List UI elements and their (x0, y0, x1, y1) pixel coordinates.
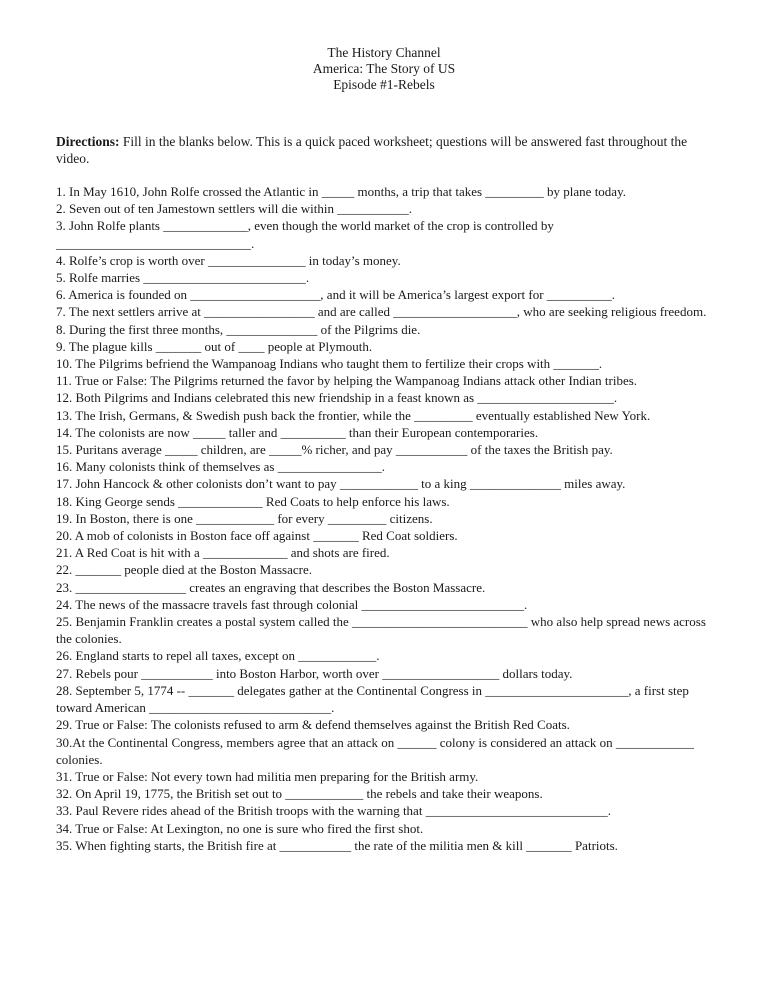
question-11: 11. True or False: The Pilgrims returned the favor by helping the Wampanoag Indians attack other Indian tribes. (56, 373, 638, 389)
question-24: 24. The news of the massacre travels fast through colonial _________________________. (56, 596, 528, 612)
question-25: 25. Benjamin Franklin creates a postal system called the ___________________________ who also help spread news across the colonies. (56, 614, 706, 647)
question-31: 31. True or False: Not every town had militia men preparing for the British army. (56, 768, 479, 784)
question-9: 9. The plague kills _______ out of ____ people at Plymouth. (56, 338, 373, 354)
question-3: 3. John Rolfe plants _____________, even though the world market of the crop is controlled by ______________________________. (56, 218, 554, 251)
question-28: 28. September 5, 1774 -- _______ delegates gather at the Continental Congress in ______________________, a first step toward American ____________________________. (56, 682, 689, 716)
question-23: 23. _________________ creates an engraving that describes the Boston Massacre. (56, 579, 486, 595)
question-22: 22. _______ people died at the Boston Massacre. (56, 562, 312, 578)
question-35: 35. When fighting starts, the British fire at ___________ the rate of the militia men & kill _______ Patriots. (56, 837, 618, 853)
question-8: 8. During the first three months, ______________ of the Pilgrims die. (56, 321, 421, 337)
question-5: 5. Rolfe marries _________________________. (56, 270, 310, 286)
question-15: 15. Puritans average _____ children, are _____% richer, and pay ___________ of the taxes the British pay. (56, 442, 613, 458)
question-29: 29. True or False: The colonists refused to arm & defend themselves against the British Red Coats. (56, 717, 570, 733)
question-6: 6. America is founded on ____________________, and it will be America’s largest export for __________. (56, 287, 616, 303)
question-30: 30.At the Continental Congress, members agree that an attack on ______ colony is considered an attack on ____________ colonies. (56, 734, 694, 767)
question-19: 19. In Boston, there is one ____________ for every _________ citizens. (56, 510, 433, 526)
question-32: 32. On April 19, 1775, the British set out to ____________ the rebels and take their weapons. (56, 786, 543, 802)
question-34: 34. True or False: At Lexington, no one is sure who fired the first shot. (56, 820, 424, 836)
question-27: 27. Rebels pour ___________ into Boston Harbor, worth over __________________ dollars today. (56, 665, 573, 681)
question-2: 2. Seven out of ten Jamestown settlers will die within ___________. (56, 201, 413, 217)
header-episode: Episode #1-Rebels (333, 77, 435, 92)
question-20: 20. A mob of colonists in Boston face off against _______ Red Coat soldiers. (56, 528, 458, 544)
question-7: 7. The next settlers arrive at _________________ and are called ___________________, who are seeking religious freedom. (56, 304, 707, 320)
question-26: 26. England starts to repel all taxes, except on ____________. (56, 648, 380, 664)
header-channel: The History Channel (327, 45, 441, 60)
question-14: 14. The colonists are now _____ taller and __________ than their European contemporaries. (56, 424, 539, 440)
header-series: America: The Story of US (312, 61, 456, 76)
question-10: 10. The Pilgrims befriend the Wampanoag Indians who taught them to fertilize their crops with _______. (56, 356, 603, 372)
question-21: 21. A Red Coat is hit with a _____________ and shots are fired. (56, 545, 390, 561)
question-4: 4. Rolfe’s crop is worth over _______________ in today’s money. (56, 252, 401, 268)
question-13: 13. The Irish, Germans, & Swedish push back the frontier, while the _________ eventually established New York. (56, 407, 651, 423)
directions-text: Fill in the blanks below. This is a quick paced worksheet; questions will be answered fast throughout the video. (56, 134, 688, 166)
directions (56, 133, 716, 167)
question-17: 17. John Hancock & other colonists don’t want to pay ____________ to a king ______________ miles away. (56, 476, 626, 492)
question-list (56, 183, 716, 854)
directions-label: Directions: (56, 134, 120, 149)
question-1: 1. In May 1610, John Rolfe crossed the Atlantic in _____ months, a trip that takes _________ by plane today. (56, 184, 626, 199)
question-33: 33. Paul Revere rides ahead of the British troops with the warning that ____________________________. (56, 803, 611, 819)
worksheet-header (0, 45, 768, 93)
question-12: 12. Both Pilgrims and Indians celebrated this new friendship in a feast known as _____________________. (56, 390, 618, 406)
question-18: 18. King George sends _____________ Red Coats to help enforce his laws. (56, 493, 450, 509)
question-16: 16. Many colonists think of themselves as ________________. (56, 459, 385, 475)
